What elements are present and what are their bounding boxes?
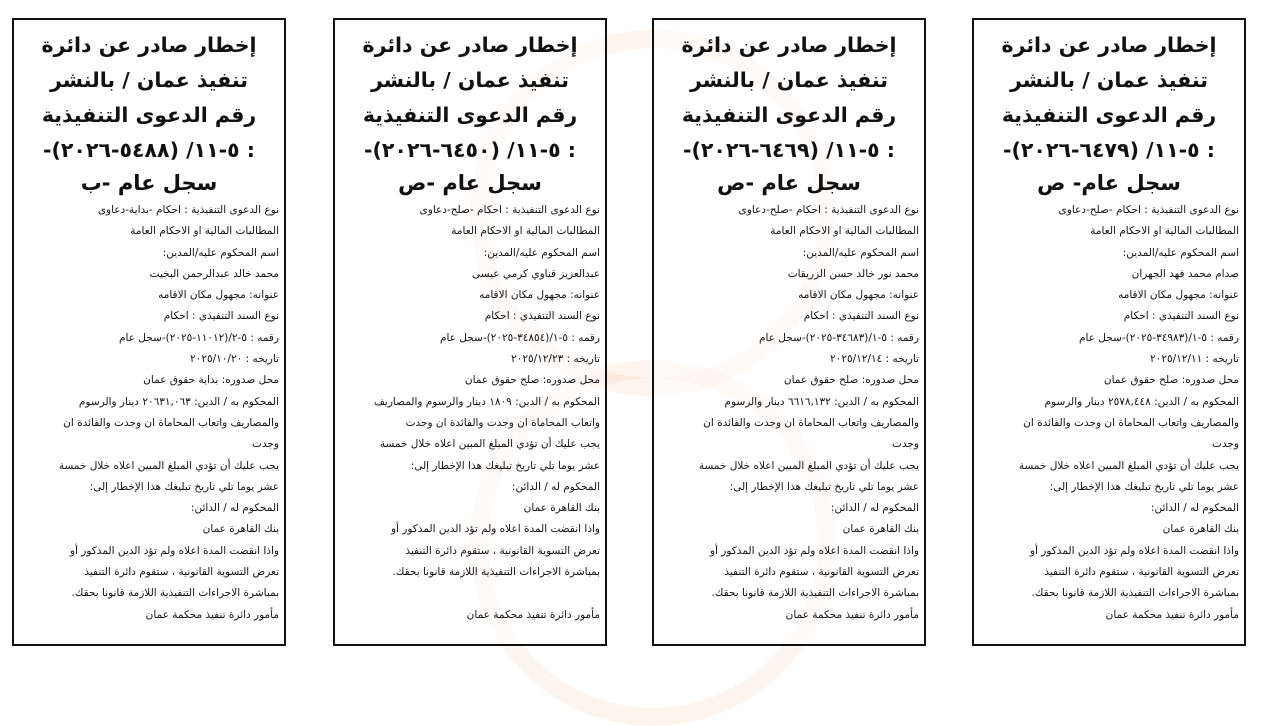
- notice-body: [340, 200, 600, 626]
- notice-line: محل صدوره: بداية حقوق عمان: [143, 374, 279, 387]
- notice-title-line: تنفيذ عمان / بالنشر: [50, 68, 248, 92]
- notice-line: محمد نور خالد حسن الزريقات: [787, 267, 919, 280]
- notice-title-line: : ٥-١١/ (٦٤٧٩-٢٠٢٦)-: [1003, 138, 1215, 162]
- notice-line: رقمه : ٥-٢/(١١٠١٢-٢٠٢٥)-سجل عام: [118, 331, 279, 344]
- notice-line: والمصاريف واتعاب المحاماة ان وجدت والفائدة ان: [1023, 416, 1239, 429]
- notice-title-line: رقم الدعوى التنفيذية: [681, 103, 897, 127]
- notice-title-line: تنفيذ عمان / بالنشر: [690, 68, 888, 92]
- register-type: سجل عام- ص: [1037, 171, 1181, 195]
- notice-line: بمباشرة الاجراءات التنفيذية اللازمة قانونا بحقك.: [71, 587, 279, 600]
- notice-line: بنك القاهرة عمان: [842, 523, 919, 536]
- notice-line: والمصاريف واتعاب المحاماة ان وجدت والفائدة ان: [703, 416, 919, 429]
- notice-line: تعرض التسوية القانونية ، ستقوم دائرة التنفيذ: [724, 566, 919, 579]
- notice-2: [652, 18, 926, 646]
- notice-line: تعرض التسوية القانونية ، ستقوم دائرة التنفيذ: [1044, 566, 1239, 579]
- notice-title-line: تنفيذ عمان / بالنشر: [371, 68, 569, 92]
- notice-line: محمد خالد عبدالرحمن البخيت: [149, 267, 279, 280]
- notice-title: [340, 28, 600, 168]
- notice-line: وجدت: [252, 438, 279, 451]
- notice-line: [340, 583, 600, 604]
- notice-line: المطالبات المالية او الاحكام العامة: [130, 225, 279, 238]
- notice-line: اسم المحكوم عليه/المدين:: [162, 246, 279, 259]
- register-type: سجل عام -ص: [398, 171, 542, 195]
- notice-line: المحكوم به / الدين: ١٨٠٩ دينار والرسوم والمصاريف: [374, 395, 600, 408]
- notice-line: محل صدوره: صلح حقوق عمان: [783, 374, 919, 387]
- notice-title-line: رقم الدعوى التنفيذية: [1001, 103, 1217, 127]
- notice-line: يجب عليك أن تؤدي المبلغ المبين اعلاه خلال خمسة: [1018, 459, 1239, 472]
- notice-line: تاريخه : ٢٠٢٥/١٠/٢٠: [190, 353, 279, 366]
- notice-line: صدام محمد فهد الجهران: [1131, 267, 1239, 280]
- notice-line: اسم المحكوم عليه/المدين:: [802, 246, 919, 259]
- notice-title: [979, 28, 1239, 168]
- register-type: سجل عام -ب: [80, 171, 218, 195]
- notice-title-line: إخطار صادر عن دائرة: [362, 33, 578, 57]
- notice-line: المطالبات المالية او الاحكام العامة: [770, 225, 919, 238]
- notice-line: رقمه : ٥-١/(٣٤٨٥٤-٢٠٢٥)-سجل عام: [439, 331, 600, 344]
- notice-line: بنك القاهرة عمان: [1162, 523, 1239, 536]
- notice-line: عنوانه: مجهول مكان الاقامه: [798, 289, 919, 302]
- notice-title-line: إخطار صادر عن دائرة: [41, 33, 257, 57]
- notice-line: المحكوم له / الدائن:: [511, 480, 600, 493]
- notice-line: نوع السند التنفيذي : احكام: [163, 310, 279, 323]
- notice-title-line: إخطار صادر عن دائرة: [1001, 33, 1217, 57]
- notice-line: المحكوم به / الدين: ٢٠٦٣١,٠٦٣ دينار والرسوم: [78, 395, 279, 408]
- notice-line: نوع الدعوى التنفيذية : احكام -بداية-دعاوى: [97, 204, 279, 216]
- notice-line: والمصاريف واتعاب المحاماة ان وجدت والفائدة ان: [63, 416, 279, 429]
- notice-line: واتعاب المحاماة ان وجدت والفائدة ان وجدت: [405, 416, 600, 429]
- notice-line: يجب عليك أن تؤدي المبلغ المبين اعلاه خلال خمسة: [379, 438, 600, 451]
- notice-line: مأمور دائرة تنفيذ محكمة عمان: [145, 608, 279, 621]
- notice-line: واذا انقضت المدة اعلاه ولم تؤد الدين المذكور أو: [1029, 544, 1239, 557]
- notice-title-line: : ٥-١١/ (٦٤٦٩-٢٠٢٦)-: [683, 138, 895, 162]
- notice-body: [19, 200, 279, 626]
- notice-3: [333, 18, 607, 646]
- notice-line: عنوانه: مجهول مكان الاقامه: [158, 289, 279, 302]
- notice-line: رقمه : ٥-١/(٣٤٩٨٣-٢٠٢٥)-سجل عام: [1078, 331, 1239, 344]
- notice-line: المطالبات المالية او الاحكام العامة: [451, 225, 600, 238]
- notice-line: يجب عليك أن تؤدي المبلغ المبين اعلاه خلال خمسة: [698, 459, 919, 472]
- notice-line: واذا انقضت المدة اعلاه ولم تؤد الدين المذكور أو: [390, 523, 600, 536]
- notice-line: عشر يوما تلي تاريخ تبليغك هذا الإخطار إلى:: [729, 480, 919, 493]
- notice-line: محل صدوره: صلح حقوق عمان: [1103, 374, 1239, 387]
- notice-line: يجب عليك أن تؤدي المبلغ المبين اعلاه خلال خمسة: [58, 459, 279, 472]
- notice-line: وجدت: [892, 438, 919, 451]
- notice-4: [12, 18, 286, 646]
- notice-line: المطالبات المالية او الاحكام العامة: [1090, 225, 1239, 238]
- notice-line: المحكوم به / الدين: ٢٥٧٨,٤٤٨ دينار والرسوم: [1044, 395, 1239, 408]
- notice-title-line: إخطار صادر عن دائرة: [681, 33, 897, 57]
- notice-title-line: : ٥-١١/ (٥٤٨٨-٢٠٢٦)-: [43, 138, 255, 162]
- notice-line: واذا انقضت المدة اعلاه ولم تؤد الدين المذكور أو: [69, 544, 279, 557]
- notice-title-line: تنفيذ عمان / بالنشر: [1010, 68, 1208, 92]
- notice-line: عشر يوما تلي تاريخ تبليغك هذا الإخطار إلى:: [410, 459, 600, 472]
- notice-body: [659, 200, 919, 626]
- notice-line: محل صدوره: صلح حقوق عمان: [464, 374, 600, 387]
- notice-title: [659, 28, 919, 168]
- notice-line: مأمور دائرة تنفيذ محكمة عمان: [785, 608, 919, 621]
- notice-line: رقمه : ٥-١/(٣٤٦٨٣-٢٠٢٥)-سجل عام: [758, 331, 919, 344]
- notice-line: المحكوم له / الدائن:: [1150, 502, 1239, 515]
- notice-line: نوع السند التنفيذي : احكام: [803, 310, 919, 323]
- notice-line: المحكوم به / الدين: ٦٦١٦,١٣٢ دينار والرسوم: [724, 395, 919, 408]
- notice-line: اسم المحكوم عليه/المدين:: [1122, 246, 1239, 259]
- notice-line: بنك القاهرة عمان: [523, 502, 600, 515]
- notice-line: وجدت: [1212, 438, 1239, 451]
- notice-line: تاريخه : ٢٠٢٥/١٢/١٤: [830, 353, 919, 366]
- notice-line: اسم المحكوم عليه/المدين:: [483, 246, 600, 259]
- notice-line: تاريخه : ٢٠٢٥/١٢/١١: [1150, 353, 1239, 366]
- notice-line: بمباشرة الاجراءات التنفيذية اللازمة قانونا بحقك.: [711, 587, 919, 600]
- notice-line: عشر يوما تلي تاريخ تبليغك هذا الإخطار إلى:: [89, 480, 279, 493]
- notice-line: عنوانه: مجهول مكان الاقامه: [1118, 289, 1239, 302]
- notice-line: نوع الدعوى التنفيذية : احكام -صلح-دعاوى: [1058, 204, 1239, 216]
- notice-line: نوع الدعوى التنفيذية : احكام -صلح-دعاوى: [419, 204, 600, 216]
- notice-line: المحكوم له / الدائن:: [190, 502, 279, 515]
- notice-line: عبدالعزيز قناوي كرمي عيسى: [471, 267, 600, 280]
- notice-line: نوع الدعوى التنفيذية : احكام -صلح-دعاوى: [738, 204, 919, 216]
- notice-line: مأمور دائرة تنفيذ محكمة عمان: [1105, 608, 1239, 621]
- notice-title: [19, 28, 279, 168]
- notice-title-line: رقم الدعوى التنفيذية: [362, 103, 578, 127]
- register-type: سجل عام -ص: [717, 171, 861, 195]
- notice-line: بنك القاهرة عمان: [202, 523, 279, 536]
- notice-line: تعرض التسوية القانونية ، ستقوم دائرة التنفيذ: [405, 544, 600, 557]
- notice-line: واذا انقضت المدة اعلاه ولم تؤد الدين المذكور أو: [709, 544, 919, 557]
- notice-line: المحكوم له / الدائن:: [830, 502, 919, 515]
- notice-line: تاريخه : ٢٠٢٥/١٢/٢٣: [511, 353, 600, 366]
- notice-line: تعرض التسوية القانونية ، ستقوم دائرة التنفيذ: [84, 566, 279, 579]
- notice-line: نوع السند التنفيذي : احكام: [484, 310, 600, 323]
- notice-title-line: رقم الدعوى التنفيذية: [41, 103, 257, 127]
- notice-line: بمباشرة الاجراءات التنفيذية اللازمة قانونا بحقك.: [1031, 587, 1239, 600]
- notice-line: مأمور دائرة تنفيذ محكمة عمان: [466, 608, 600, 621]
- notice-line: عشر يوما تلي تاريخ تبليغك هذا الإخطار إلى:: [1049, 480, 1239, 493]
- notice-title-line: : ٥-١١/ (٦٤٥٠-٢٠٢٦)-: [364, 138, 576, 162]
- notice-1: [972, 18, 1246, 646]
- notice-body: [979, 200, 1239, 626]
- notice-line: عنوانه: مجهول مكان الاقامه: [479, 289, 600, 302]
- notice-line: بمباشرة الاجراءات التنفيذية اللازمة قانونا بحقك.: [392, 566, 600, 579]
- notice-line: نوع السند التنفيذي : احكام: [1123, 310, 1239, 323]
